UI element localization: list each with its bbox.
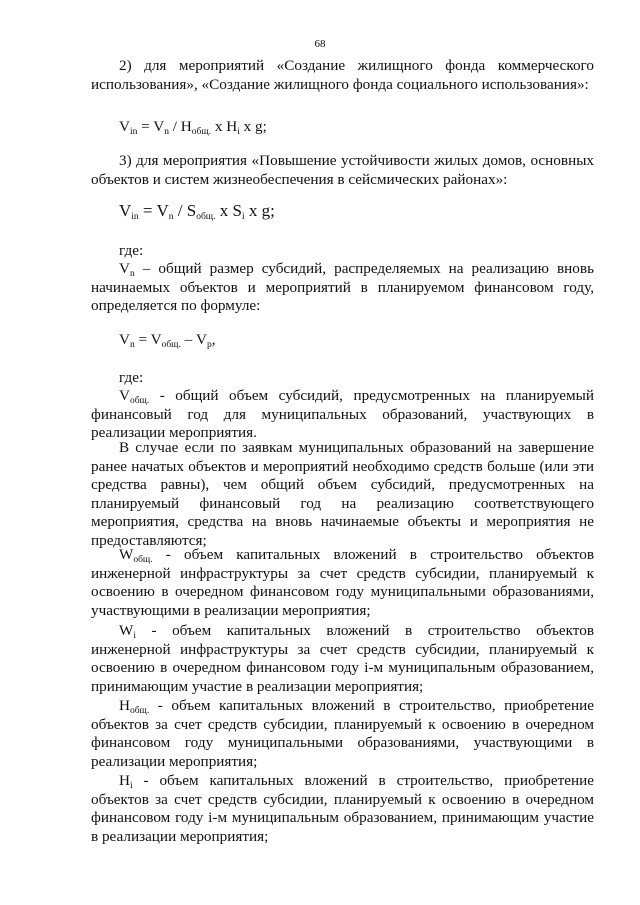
page-number: 68	[314, 38, 326, 50]
definition-hi: $H_i$ - объем капитальных вложений в строительство, приобретение объектов за счет средств субсидии, планируемый к освоению в очередном финансовом году i-м муниципальным образованием, принимающим участие в реализации мероприятия;	[91, 772, 594, 845]
definition-hobsh: $H_{общ.}$ - объем капитальных вложений в строительство, приобретение объектов за счет средств субсидии, планируемый к освоению в очередном финансовом году муниципальными образованиями, участвующими в реализации мероприятия;	[91, 697, 594, 770]
where-label-1: где:	[119, 242, 144, 259]
item-3-text: 3) для мероприятия «Повышение устойчивости жилых домов, основных объектов и систем жизнеобеспечения в сейсмических районах»:	[91, 152, 594, 188]
formula-1: $V_{in} = V_n / H_{общ.}$ x $H_i$ x g;	[119, 118, 267, 137]
definition-vn: $V_n$ – общий размер субсидий, распределяемых на реализацию вновь начинаемых объектов и мероприятий в планируемом финансовом году, определяется по формуле:	[91, 260, 594, 314]
formula-3: $V_n = V_{общ.} - V_p$,	[119, 331, 216, 350]
paragraph-case: В случае если по заявкам муниципальных образований на завершение ранее начатых объектов и мероприятий необходимо средств больше (или эти средства равны), чем общий объем субсидий, предусмотренных на планируемый финансовый год на реализацию соответствующего мероприятия, средства на вновь начинаемые объекты и мероприятия не предоставляются;	[91, 439, 594, 549]
definition-wi: $W_i$ - объем капитальных вложений в строительство объектов инженерной инфраструктуры за счет средств субсидии, планируемый к освоению в очередном финансовом году i-м муниципальным образованием, принимающим участие в реализации мероприятия;	[91, 622, 594, 695]
definition-wobsh: $W_{общ.}$ - объем капитальных вложений в строительство объектов инженерной инфраструктуры за счет средств субсидии, планируемый к освоению в очередном финансовом году муниципальными образованиями, участвующими в реализации мероприятия;	[91, 546, 594, 619]
formula-2: $V_{in} = V_n / S_{общ.}$ x $S_i$ x g;	[119, 201, 275, 222]
definition-vobsh: $V_{общ.}$ - общий объем субсидий, предусмотренных на планируемый финансовый год для муниципальных образований, участвующих в реализации мероприятия.	[91, 387, 594, 441]
where-label-2: где:	[119, 369, 144, 386]
item-2-text: 2) для мероприятий «Создание жилищного фонда коммерческого использования», «Создание жилищного фонда социального использования»:	[91, 57, 594, 93]
